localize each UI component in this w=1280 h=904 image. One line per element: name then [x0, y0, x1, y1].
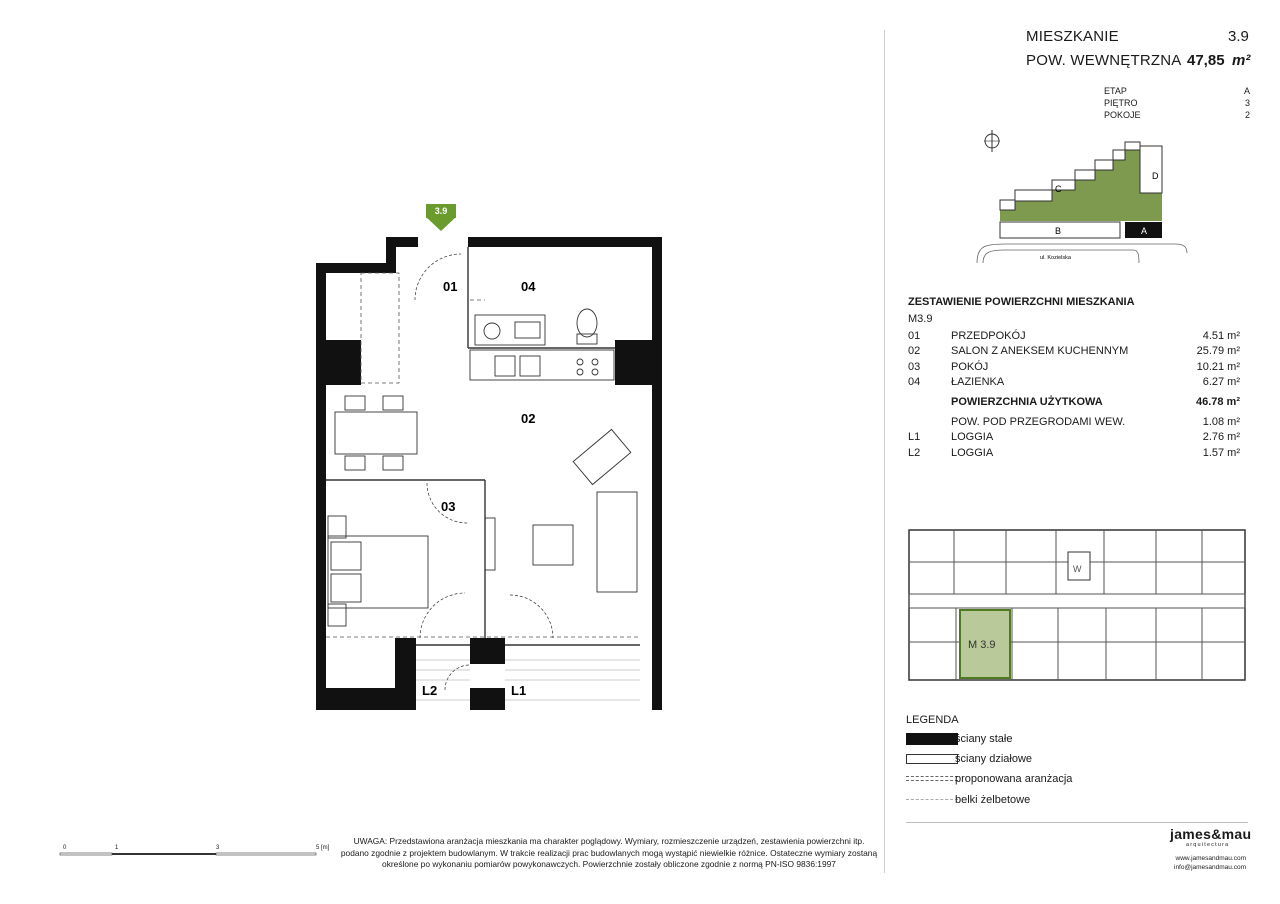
legend-label-partition: ściany działowe: [955, 753, 1033, 765]
info-label-etap: ETAP: [1104, 86, 1127, 96]
unit-number: 3.9: [1228, 28, 1249, 45]
footer-divider: [906, 822, 1248, 823]
row-num: L1: [908, 431, 921, 444]
row-area: 2.76 m²: [1202, 431, 1240, 444]
scale-tick-5: 5 [m]: [316, 845, 330, 851]
dining-table: [335, 396, 417, 470]
row-name: LOGGIA: [951, 446, 994, 459]
table-row-total: [908, 390, 1240, 414]
room-label-01: 01: [443, 279, 458, 294]
row-area: 10.21 m²: [1196, 360, 1240, 373]
area-unit: m²: [1232, 52, 1251, 69]
row-name: LOGGIA: [951, 431, 994, 444]
brand-subtitle: arquitectura: [1186, 842, 1230, 848]
summary-code: M3.9: [908, 313, 933, 325]
unit-label: MIESZKANIE: [1026, 28, 1119, 45]
room-label-02: 02: [521, 411, 536, 426]
row-name: POWIERZCHNIA UŻYTKOWA: [951, 396, 1103, 408]
info-value-pietro: 3: [1244, 98, 1250, 108]
bathroom-fixtures: [475, 309, 597, 345]
row-num: L2: [908, 446, 921, 459]
building-a-label: A: [1141, 226, 1148, 236]
row-num: 02: [908, 345, 921, 358]
street-label: ul. Kozielska: [1040, 255, 1071, 261]
floor-key-plan: [906, 522, 1250, 682]
row-name: PRZEDPOKÓJ: [951, 329, 1026, 342]
north-arrow-icon: [984, 130, 1000, 152]
kitchen-counter: [470, 350, 614, 380]
table-row: [908, 328, 1240, 344]
brand-email: info@jamesandmau.com: [1174, 864, 1246, 871]
building-c-label: C: [1055, 184, 1062, 194]
partition-walls: [326, 247, 640, 645]
stairwell-label: W: [1073, 564, 1082, 574]
info-label-pokoje: POKOJE: [1104, 110, 1141, 120]
legend-label-arrangement: proponowana aranżacja: [955, 773, 1073, 785]
room-label-l1: L1: [511, 683, 527, 698]
door-swings: [415, 254, 553, 690]
scale-tick-1: 1: [115, 845, 119, 851]
info-value-etap: A: [1243, 86, 1250, 96]
row-num: [908, 390, 951, 414]
scale-bar: [58, 845, 328, 859]
summary-title: ZESTAWIENIE POWIERZCHNI MIESZKANIA: [908, 296, 1135, 308]
row-name: SALON Z ANEKSEM KUCHENNYM: [951, 345, 1129, 358]
row-area: 1.08 m²: [1202, 415, 1240, 428]
site-map: [965, 128, 1265, 268]
area-label: POW. WEWNĘTRZNA: [1026, 52, 1182, 69]
living-furniture: [485, 429, 637, 592]
row-name: POW. POD PRZEGRODAMI WEW.: [951, 415, 1126, 428]
legend-label-beams: belki żelbetowe: [955, 794, 1031, 806]
scale-tick-0: 0: [63, 845, 67, 851]
row-area: 25.79 m²: [1196, 345, 1240, 358]
table-row: [908, 359, 1240, 375]
table-row: [908, 375, 1240, 391]
legend-swatch-arrangement: [906, 776, 958, 781]
table-row: [908, 445, 1240, 461]
area-value: 47,85: [1187, 52, 1225, 69]
legend-swatch-solid: [906, 733, 958, 745]
panel-divider: [884, 30, 885, 873]
row-area: 4.51 m²: [1202, 329, 1240, 342]
brand-website: www.jamesandmau.com: [1175, 855, 1246, 862]
proposed-arrangement: [326, 273, 640, 637]
building-b-label: B: [1055, 226, 1062, 236]
disclaimer-note: UWAGA: Przedstawiona aranżacja mieszkania ma charakter poglądowy. Wymiary, rozmieszczenie urządzeń, zestawienia powierzchni itp. podano zgodnie z projektem budowlanym. W trakcie realizacji prac budowlanych mogą wystąpić niewielkie różnice. Ostateczne wymiary zostaną określone po wykonaniu pomiarów powykonawczych. Powierzchnie zostały obliczone zgodnie z normą PN-ISO 9836:1997: [340, 836, 878, 869]
row-area: 46.78 m²: [1195, 396, 1240, 408]
room-label-04: 04: [521, 279, 536, 294]
loggia-tiles: [416, 660, 640, 700]
table-row: [908, 414, 1240, 430]
row-area: 6.27 m²: [1202, 376, 1240, 389]
floor-plan: [315, 200, 665, 715]
table-row: [908, 430, 1240, 446]
row-num: 01: [908, 329, 921, 342]
selected-unit-label: M 3.9: [968, 639, 996, 651]
area-table: [908, 328, 1240, 461]
legend-swatch-partition: [906, 754, 958, 764]
brand-logo: james&mau: [1170, 826, 1252, 842]
info-label-pietro: PIĘTRO: [1104, 98, 1138, 108]
load-bearing-walls: [316, 237, 662, 710]
unit-badge: 3.9: [426, 204, 456, 218]
table-row: [908, 344, 1240, 360]
room-label-03: 03: [441, 499, 456, 514]
building-d-label: D: [1152, 171, 1159, 181]
entrance-arrow-icon: [426, 217, 456, 231]
legend-swatch-beams: [906, 799, 958, 800]
legend-title: LEGENDA: [906, 714, 959, 726]
building-d: [1140, 146, 1162, 193]
bed: [328, 516, 428, 626]
info-value-pokoje: 2: [1244, 110, 1250, 120]
row-name: POKÓJ: [951, 360, 989, 373]
courtyard-green: [1000, 150, 1162, 221]
scale-tick-3: 3: [216, 845, 220, 851]
row-num: 03: [908, 360, 921, 373]
street-edge: [977, 244, 1187, 263]
row-num: 04: [908, 376, 921, 389]
row-num: [908, 414, 951, 430]
row-area: 1.57 m²: [1202, 446, 1240, 459]
legend-label-solid: ściany stałe: [955, 733, 1013, 745]
room-label-l2: L2: [422, 683, 438, 698]
row-name: ŁAZIENKA: [951, 376, 1005, 389]
